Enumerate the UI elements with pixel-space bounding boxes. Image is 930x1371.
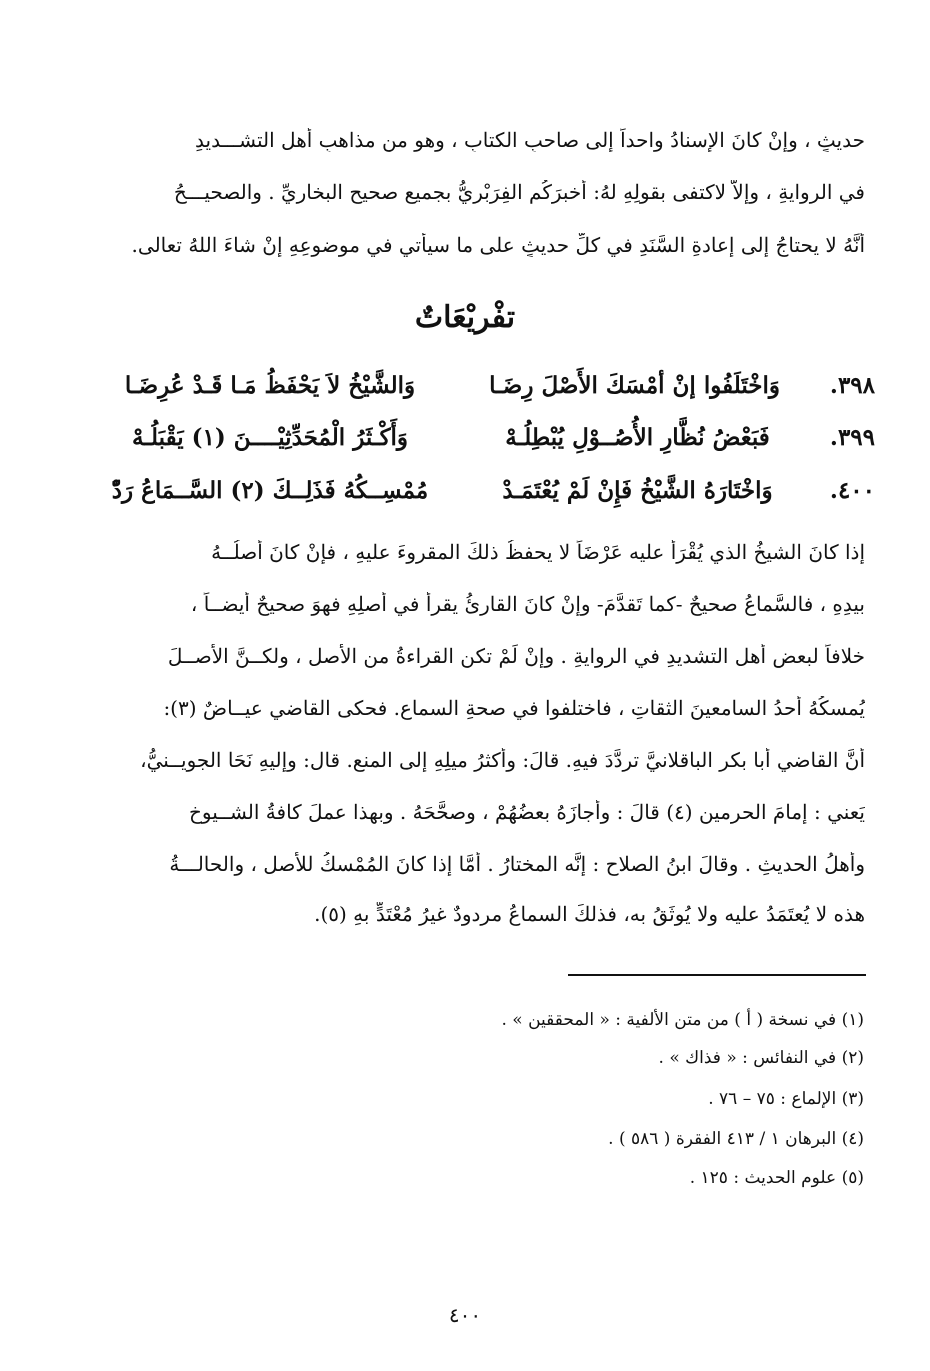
footnote: (٤) البرهان ١ / ٤١٣ الفقرة ( ٥٨٦ ) . [608,1129,864,1149]
verse-number: ٣٩٩. [829,424,875,451]
verse-first-hemistich: وَاخْتَلَفُوا إنْ أمْسَكَ الأَصْلَ رِضَـا [489,372,780,399]
footnote: (١) في نسخة ( أ ) من متن الألفية : « المحققين » . [501,1010,864,1030]
footnote: (٢) في النفائس : « فذاك » . [658,1048,864,1068]
commentary-line: هذه لا يُعتَمَدُ عليه ولا يُوثَقُ به، فذلكَ السماعُ مردودٌ غيرُ مُعْتَدٍّ بهِ (٥). [314,902,865,926]
verse-second-hemistich: وَأَكْـثَرُ الْمُحَدِّثِيْــــنَ (١) يَقْبَلُـهْ [131,424,409,451]
commentary-line: خلافاً لبعضِ أهلِ التشديدِ في الروايةِ . وإنْ لَمْ تكنِ القراءةُ من الأصلِ ، ولكــنَّ الأصــلَ [167,644,865,668]
verse-number: ٤٠٠. [829,477,875,504]
footnote: (٣) الإلماع : ٧٥ – ٧٦ . [708,1089,864,1109]
verse-second-hemistich: مُمْسِــكُهُ فَذَلِــكَ (٢) السَّــمَاعُ رَدّْ [111,477,429,504]
intro-line: أنَّهُ لا يحتاجُ إلى إعادةِ السَّنَدِ في كلِّ حديثٍ على ما سيأتي في موضوعِهِ إنْ شاءَ اللهُ تعالى. [131,233,865,257]
verse-398 [105,372,875,412]
commentary-line: إذا كانَ الشيخُ الذي يُقْرَأُ عليه عَرْضَاً لا يحفظُ ذلكَ المقروءَ عليهِ ، فإنْ كانَ أصلُــهُ [211,540,865,564]
verse-400 [105,477,875,517]
page-number: ٤٠٠ [448,1303,482,1327]
commentary-line: وأهلُ الحديثِ . وقالَ ابنُ الصلاحِ : إنَّه المختارُ . أمَّا إذا كانَ المُمْسكُ للأصلِ ، والحالـــةُ [169,852,865,876]
commentary-line: يَعني : إمامَ الحرمينِ (٤) قالَ : وأجازَهُ بعضُهُمْ ، وصحَّحَهُ . وبهذا عملَ كافةُ الشــيوخِ [188,800,865,824]
verse-first-hemistich: فَبَعْضُ نُظَّارِ الأُصُــوْلِ يُبْطِلُـهْ [505,424,770,451]
verse-second-hemistich: وَالشَّيْخُ لاَ يَحْفَظُ مَـا قَـدْ عُرِضَـا [124,372,416,399]
intro-line: حديثٍ ، وإنْ كانَ الإسنادُ واحداً إلى صاحبِ الكتابِ ، وهو من مذاهبِ أهلِ التشـــديدِ [195,128,865,152]
verse-first-hemistich: وَاخْتَارَهُ الشَّيْخُ فَإِنْ لَمْ يُعْتَمَـدْ [502,477,773,504]
verse-399 [105,424,875,464]
commentary-line: يُمسكُهُ أحدُ السامعينَ الثقاتِ ، فاختلفوا في صحةِ السماعِ. فحكى القاضي عيــاضٌ (٣): [163,696,865,720]
commentary-line: بيدِهِ ، فالسَّماعُ صحيحٌ -كما تَقدَّمَ- وإنْ كانَ القارئُ يقرأُ في أصلِهِ فهوَ صحيحٌ أيضــاً ، [190,592,865,616]
footnote-separator [568,974,866,976]
intro-line: في الروايةِ ، وإلاَّ لاكتفى بقولِهِ لهُ: أخبرَكُم الفِرَبْرِيُّ بجميعِ صحيحِ البخاريِّ . والصحيـــحُ [173,180,865,204]
footnote: (٥) علوم الحديث : ١٢٥ . [689,1168,864,1188]
verse-number: ٣٩٨. [829,372,875,399]
commentary-line: أنَّ القاضي أبا بكرٍ الباقلانيَّ تردَّدَ فيهِ. قالَ: وأكثرُ ميلِهِ إلى المنعِ. قال: وإليهِ نَحَا الجويــنيُّ، [140,748,865,772]
section-heading: تفْريْعَاتٌ [414,300,516,335]
